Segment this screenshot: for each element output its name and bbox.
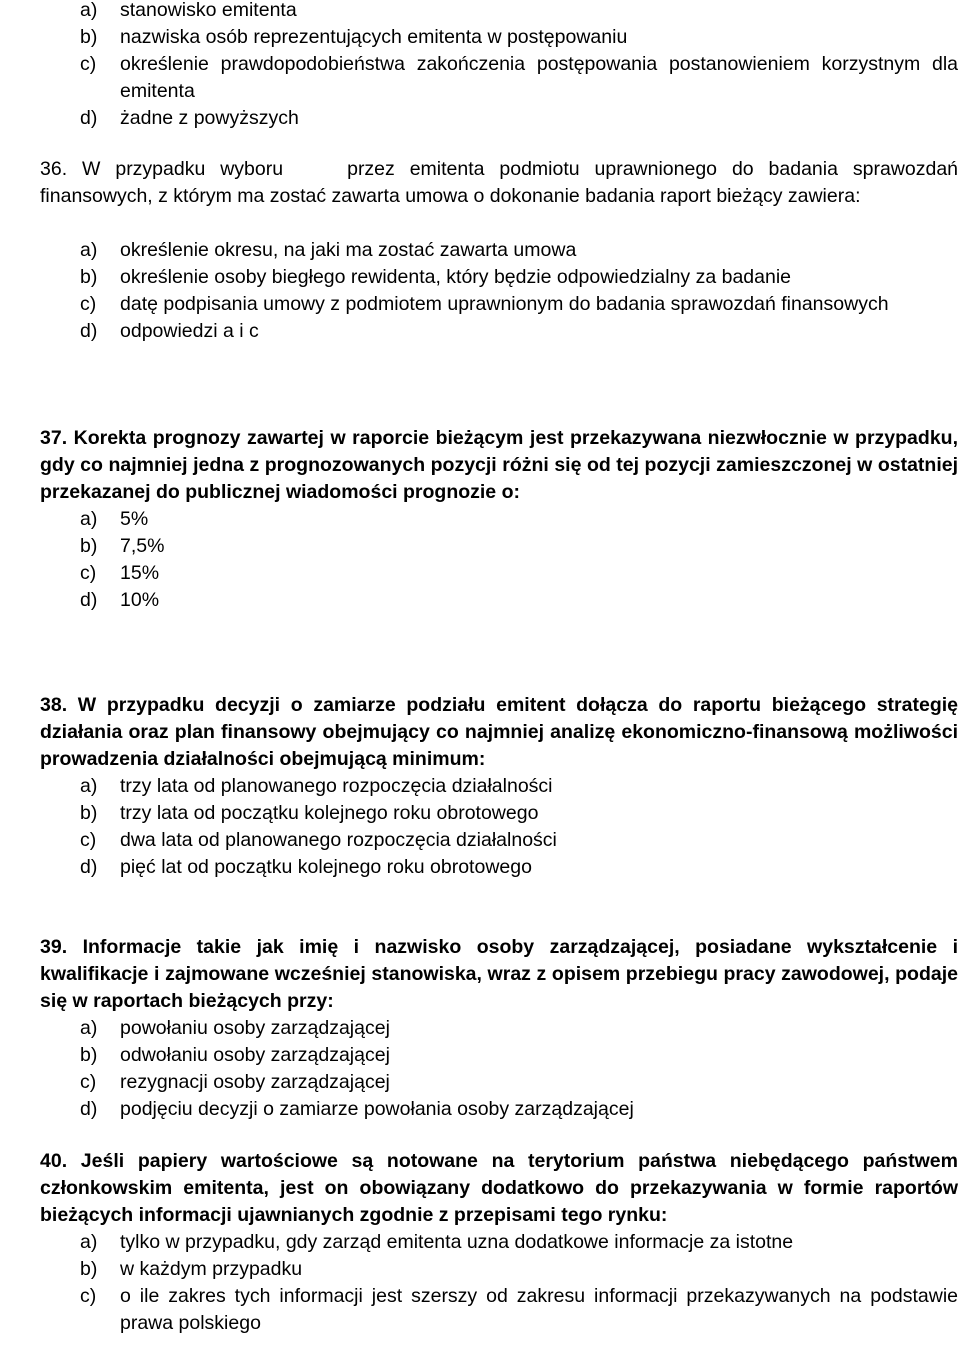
answer-letter: a)	[80, 0, 98, 21]
answer-letter: c)	[80, 562, 97, 584]
answer-letter: d)	[80, 856, 98, 878]
answer-text: rezygnacji osoby zarządzającej	[120, 1071, 390, 1093]
answer-a	[40, 506, 958, 533]
answer-text: 5%	[120, 508, 149, 530]
answer-text: określenie prawdopodobieństwa zakończenia postępowania postanowieniem korzystnym dla emitenta	[120, 53, 958, 102]
answer-letter: c)	[80, 1285, 97, 1307]
answer-list	[40, 1229, 958, 1337]
answer-text: odpowiedzi a i c	[120, 320, 259, 342]
answer-text: określenie osoby biegłego rewidenta, który będzie odpowiedzialny za badanie	[120, 266, 792, 288]
answer-text: powołaniu osoby zarządzającej	[120, 1017, 390, 1039]
answer-letter: a)	[80, 239, 98, 261]
question-number: 36.	[40, 158, 68, 180]
question-text	[40, 156, 958, 210]
answer-b	[40, 533, 958, 560]
question-35	[40, 0, 958, 132]
answer-text: nazwiska osób reprezentujących emitenta w postępowaniu	[120, 26, 628, 48]
answer-letter: a)	[80, 1231, 98, 1253]
question-body: W przypadku decyzji o zamiarze podziału emitent dołącza do raportu bieżącego strategię działania oraz plan finansowy obejmujący co najmniej analizę ekonomiczno-finansową możliwości prowadzenia działalności obejmującą minimum:	[40, 694, 958, 770]
answer-letter: c)	[80, 829, 97, 851]
answer-b	[40, 800, 958, 827]
answer-text: pięć lat od początku kolejnego roku obrotowego	[120, 856, 532, 878]
answer-letter: b)	[80, 1044, 98, 1066]
answer-list	[40, 506, 958, 614]
answer-c	[40, 1069, 958, 1096]
answer-b	[40, 1042, 958, 1069]
answer-a	[40, 1229, 958, 1256]
answer-c	[40, 51, 958, 105]
answer-text: trzy lata od planowanego rozpoczęcia działalności	[120, 775, 553, 797]
question-39	[40, 934, 958, 1123]
question-text	[40, 1148, 958, 1229]
answer-a	[40, 773, 958, 800]
question-body: Jeśli papiery wartościowe są notowane na terytorium państwa niebędącego państwem członkowskim emitenta, jest on obowiązany dodatkowo do przekazywania w formie raportów bieżących informacji ujawnianych zgodnie z przepisami tego rynku:	[40, 1150, 958, 1226]
question-38	[40, 692, 958, 881]
answer-letter: c)	[80, 293, 97, 315]
answer-letter: a)	[80, 508, 98, 530]
question-text	[40, 425, 958, 506]
question-body: Korekta prognozy zawartej w raporcie bieżącym jest przekazywana niezwłocznie w przypadku, gdy co najmniej jedna z prognozowanych pozycji różni się od tej pozycji zamieszczonej w ostatniej przekazanej do publicznej wiadomości prognozie o:	[40, 427, 958, 503]
answer-c	[40, 560, 958, 587]
answer-c	[40, 1283, 958, 1337]
question-40	[40, 1148, 958, 1337]
answer-b	[40, 24, 958, 51]
answer-letter: d)	[80, 320, 98, 342]
answer-d	[40, 318, 958, 345]
answer-text: odwołaniu osoby zarządzającej	[120, 1044, 390, 1066]
answer-d	[40, 1096, 958, 1123]
answer-text: dwa lata od planowanego rozpoczęcia działalności	[120, 829, 557, 851]
answer-letter: d)	[80, 1098, 98, 1120]
answer-list	[40, 0, 958, 132]
answer-list	[40, 773, 958, 881]
answer-list	[40, 237, 958, 345]
answer-text: 7,5%	[120, 535, 165, 557]
answer-letter: d)	[80, 107, 98, 129]
answer-c	[40, 291, 958, 318]
answer-d	[40, 587, 958, 614]
question-37	[40, 425, 958, 614]
answer-text: tylko w przypadku, gdy zarząd emitenta uzna dodatkowe informacje za istotne	[120, 1231, 794, 1253]
answer-text: datę podpisania umowy z podmiotem uprawnionym do badania sprawozdań finansowych	[120, 293, 889, 315]
question-number: 37.	[40, 427, 68, 449]
answer-letter: c)	[80, 1071, 97, 1093]
question-text-part-2: przez emitenta podmiotu uprawnionego do badania sprawozdań finansowych, z którym ma zostać zawarta umowa o dokonanie badania raport bieżący zawiera:	[40, 158, 959, 207]
answer-text: 10%	[120, 589, 160, 611]
answer-text: 15%	[120, 562, 160, 584]
answer-b	[40, 1256, 958, 1283]
question-number: 40.	[40, 1150, 68, 1172]
answer-letter: b)	[80, 535, 98, 557]
answer-text: określenie okresu, na jaki ma zostać zawarta umowa	[120, 239, 577, 261]
answer-letter: a)	[80, 775, 98, 797]
answer-text: podjęciu decyzji o zamiarze powołania osoby zarządzającej	[120, 1098, 634, 1120]
answer-d	[40, 854, 958, 881]
answer-a	[40, 1015, 958, 1042]
answer-letter: b)	[80, 266, 98, 288]
answer-text: stanowisko emitenta	[120, 0, 297, 21]
question-text	[40, 934, 958, 1015]
question-body: Informacje takie jak imię i nazwisko osoby zarządzającej, posiadane wykształcenie i kwalifikacje i zajmowane wcześniej stanowiska, wraz z opisem przebiegu pracy zawodowej, podaje się w raportach bieżących przy:	[40, 936, 959, 1012]
question-text-part-1: W przypadku wyboru	[82, 158, 284, 180]
answer-a	[40, 0, 958, 24]
answer-letter: a)	[80, 1017, 98, 1039]
answer-text: w każdym przypadku	[120, 1258, 303, 1280]
answer-text: o ile zakres tych informacji jest szerszy od zakresu informacji przekazywanych na podstawie prawa polskiego	[120, 1285, 958, 1334]
answer-text: trzy lata od początku kolejnego roku obrotowego	[120, 802, 539, 824]
answer-d	[40, 105, 958, 132]
answer-letter: b)	[80, 1258, 98, 1280]
answer-b	[40, 264, 958, 291]
answer-letter: b)	[80, 26, 98, 48]
answer-letter: d)	[80, 589, 98, 611]
answer-letter: c)	[80, 53, 97, 75]
answer-list	[40, 1015, 958, 1123]
question-number: 38.	[40, 694, 68, 716]
question-number: 39.	[40, 936, 68, 958]
question-text	[40, 692, 958, 773]
answer-text: żadne z powyższych	[120, 107, 299, 129]
answer-c	[40, 827, 958, 854]
answer-a	[40, 237, 958, 264]
answer-letter: b)	[80, 802, 98, 824]
question-36	[40, 156, 958, 345]
